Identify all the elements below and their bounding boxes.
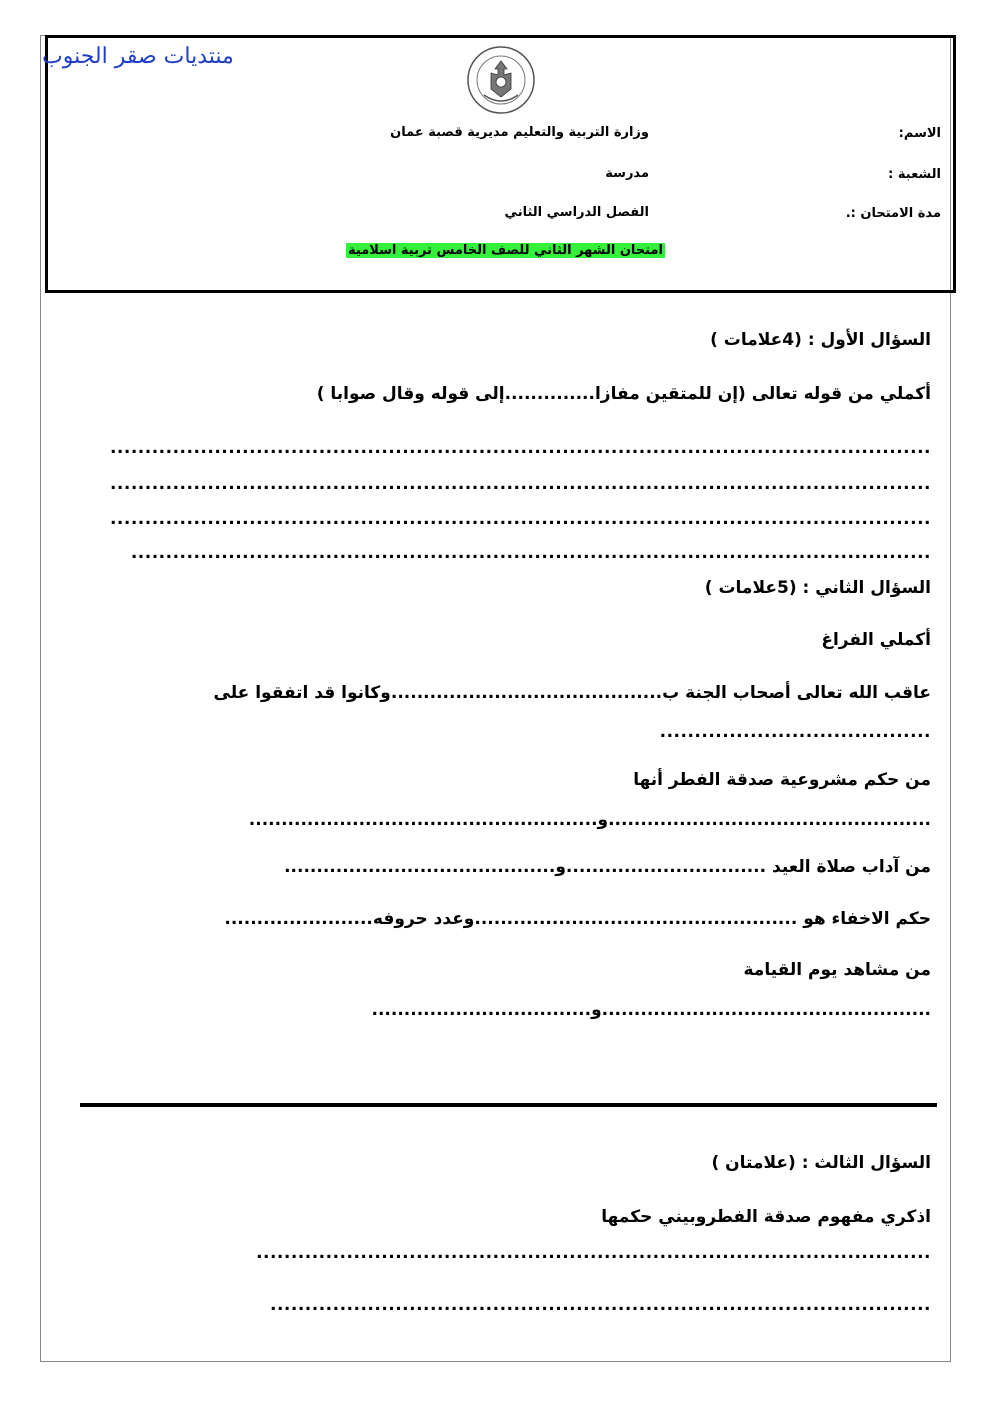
q1-prompt: أكملي من قوله تعالى (إن للمتقين مفازا..............إلى قوله وقال صوابا ) xyxy=(316,384,931,404)
q2-item-5: من مشاهد يوم القيامة xyxy=(743,960,931,980)
q2-prompt: أكملي الفراغ xyxy=(821,630,931,650)
q1-answer-line[interactable]: ................................................................................................................... xyxy=(130,543,931,563)
ministry-name: وزارة التربية والتعليم مديرية قصبة عمان xyxy=(390,125,649,140)
q3-answer-line[interactable]: ............................................................................................... xyxy=(269,1295,931,1315)
q1-answer-line[interactable]: ...................................................................................................................... xyxy=(109,474,931,494)
q2-item-1[interactable]: عاقب الله تعالى أصحاب الجنة ب..........................................وكانوا قد اتفقوا على xyxy=(213,683,931,703)
ministry-seal-icon xyxy=(466,45,536,115)
q3-answer-line[interactable]: ................................................................................................. xyxy=(256,1243,931,1263)
section-divider xyxy=(80,1103,937,1107)
q2-item-2: من حكم مشروعية صدقة الفطر أنها xyxy=(633,770,931,790)
q1-answer-line[interactable]: ...................................................................................................................... xyxy=(109,438,931,458)
section-label: الشعبة : xyxy=(888,167,941,182)
semester-label: الفصل الدراسي الثاني xyxy=(504,205,649,220)
q2-item-1-continuation[interactable]: ....................................... xyxy=(659,722,931,742)
q1-answer-line[interactable]: ...................................................................................................................... xyxy=(109,509,931,529)
q3-prompt: اذكري مفهوم صدقة الفطروبيني حكمها xyxy=(601,1207,931,1227)
q2-title: السؤال الثاني : (5علامات ) xyxy=(704,578,931,598)
q2-item-5-continuation[interactable]: ...................................................و.................................. xyxy=(371,1000,931,1020)
q2-item-4[interactable]: حكم الاخفاء هو ..................................................وعدد حروفه....................... xyxy=(224,909,931,929)
q1-title: السؤال الأول : (4علامات ) xyxy=(710,330,931,350)
exam-title: امتحان الشهر الثاني للصف الخامس تربية اسلامية xyxy=(348,243,663,258)
q3-title: السؤال الثالث : (علامتان ) xyxy=(711,1153,931,1173)
q2-item-2-continuation[interactable]: ..................................................و...................................................... xyxy=(248,810,931,830)
watermark: منتديات صقر الجنوب xyxy=(42,44,234,69)
duration-label: مدة الامتحان :. xyxy=(845,206,941,221)
name-label: الاسم: xyxy=(898,126,941,141)
school-label: مدرسة xyxy=(605,166,649,181)
q2-item-3[interactable]: من آداب صلاة العيد ...............................و.......................................... xyxy=(284,857,931,877)
